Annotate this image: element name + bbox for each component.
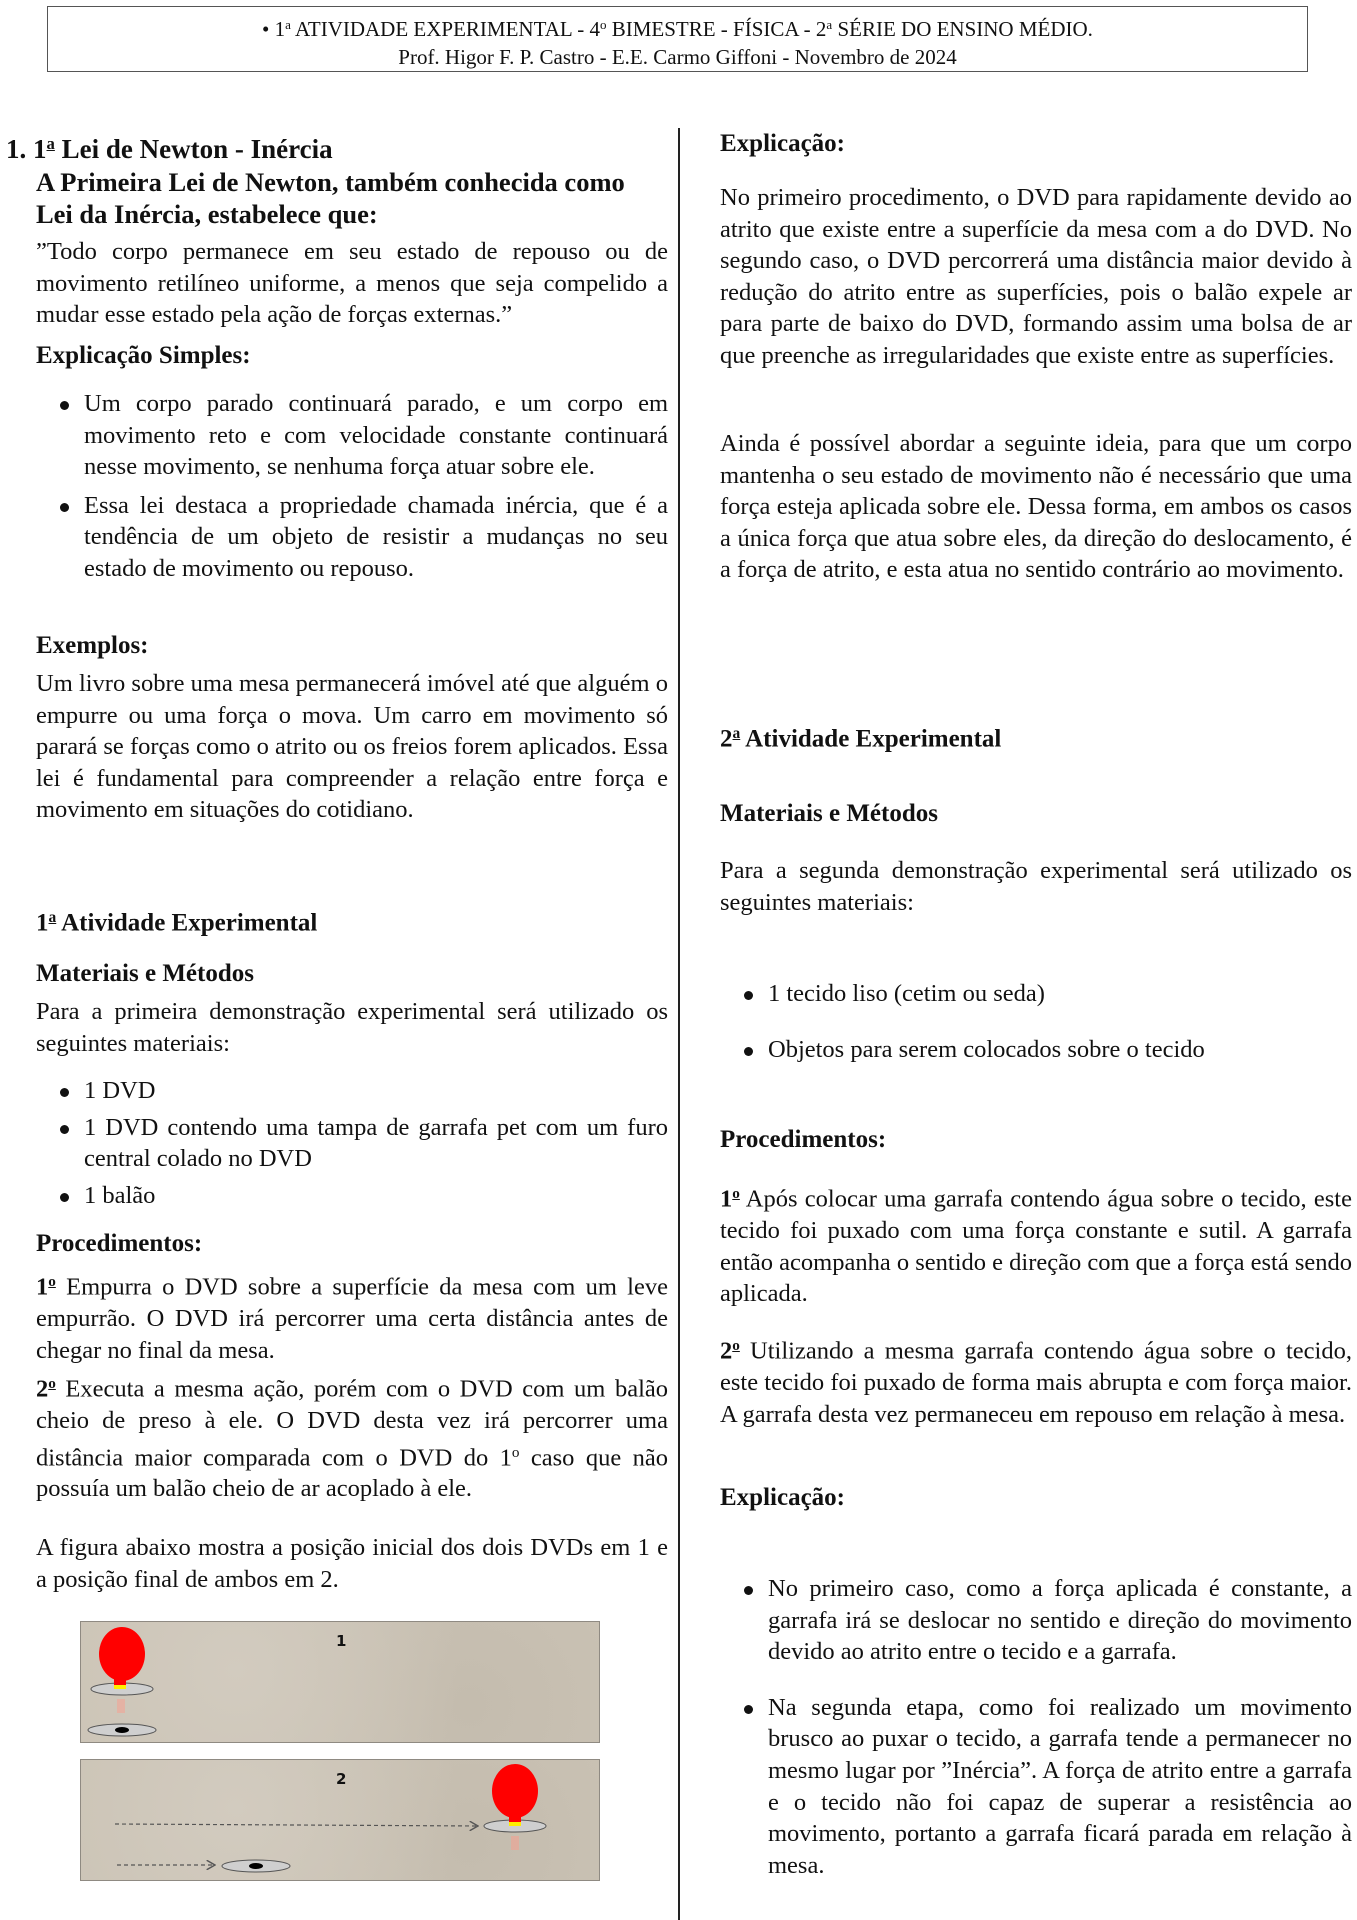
materials-heading: Materiais e Métodos bbox=[720, 800, 938, 827]
explanation1-paragraph-2: Ainda é possível abordar a seguinte ideia, para que um corpo mantenha o seu estado de movimento não é necessário que uma força esteja aplicada sobre ele. Dessa forma, em ambos os casos a única força que atua sobre eles, da direção do deslocamento, é a força de atrito, e esta atua no sentido contrário ao movimento. bbox=[720, 430, 1352, 584]
column-divider bbox=[678, 128, 680, 1920]
list-item: Essa lei destaca a propriedade chamada inércia, que é a tendência de um objeto de resistir a mudanças no seu estado de movimento ou repouso. bbox=[36, 490, 668, 585]
list-item: Um corpo parado continuará parado, e um corpo em movimento reto e com velocidade constante continuará nesse movimento, se nenhuma força atuar sobre ele. bbox=[36, 388, 668, 483]
procedure-2: 2$^o$ Executa a mesma ação, porém com o DVD com um balão cheio de preso à ele. O DVD desta vez irá percorrer uma distância maior comparada com o DVD do 1$^o$ caso que não possuía um balão cheio de ar acoplado à ele. bbox=[36, 1375, 668, 1503]
materials-heading: Materiais e Métodos bbox=[36, 960, 254, 987]
figure-caption: A figura abaixo mostra a posição inicial dos dois DVDs em 1 e a posição final de ambos em 2. bbox=[36, 1534, 668, 1593]
panel-final-drawing bbox=[81, 1760, 601, 1882]
procedure-1: 1$^o$ Empurra o DVD sobre a superfície da mesa com um leve empurrão. O DVD irá percorrer uma certa distância antes de chegar no final da mesa. bbox=[36, 1273, 668, 1364]
explanation1-heading: Explicação: bbox=[720, 130, 845, 157]
section-title: 1. 1$^a$ Lei de Newton - Inércia bbox=[6, 134, 333, 165]
header-title: • 1$^a$ ATIVIDADE EXPERIMENTAL - 4$^o$ BIMESTRE - FÍSICA - 2$^a$ SÉRIE DO ENSINO MÉDIO. bbox=[262, 17, 1093, 42]
examples-text: Um livro sobre uma mesa permanecerá imóvel até que alguém o empurre ou uma força o mova. Um carro em movimento só parará se forças como o atrito ou os freios forem aplicados. Essa lei é fundamental para compreender a relação entre força e movimento em situações do cotidiano. bbox=[36, 670, 668, 824]
explanation1-paragraph-1: No primeiro procedimento, o DVD para rapidamente devido ao atrito que existe entre a superfície da mesa com a do DVD. No segundo caso, o DVD percorrerá uma distância maior devido à redução do atrito entre as superfícies, pois o balão expele ar para parte de baixo do DVD, formando assim uma bolsa de ar que preenche as irregularidades que existe entre as superfícies. bbox=[720, 184, 1352, 369]
plain-dvd-icon bbox=[222, 1860, 290, 1872]
arrow-long-icon bbox=[115, 1824, 478, 1826]
law-quote: ”Todo corpo permanece em seu estado de repouso ou de movimento retilíneo uniforme, a menos que seja compelido a mudar esse estado pela ação de forças externas.” bbox=[36, 238, 668, 329]
dvd-experiment-figure bbox=[80, 1621, 600, 1897]
intro-heading: A Primeira Lei de Newton, também conhecida como Lei da Inércia, estabelece que: bbox=[36, 167, 625, 229]
hovercraft-dvd-icon bbox=[484, 1764, 546, 1850]
panel-label: 2 bbox=[336, 1770, 347, 1788]
simple-explanation-heading: Explicação Simples: bbox=[36, 342, 251, 369]
materials-intro: Para a primeira demonstração experimental será utilizado os seguintes materiais: bbox=[36, 998, 668, 1057]
list-item: 1 tecido liso (cetim ou seda) bbox=[720, 978, 1352, 1010]
materials-list bbox=[36, 1075, 668, 1211]
materials-intro: Para a segunda demonstração experimental será utilizado os seguintes materiais: bbox=[720, 857, 1352, 916]
materials-list bbox=[720, 978, 1352, 1065]
list-item: 1 balão bbox=[36, 1180, 668, 1212]
header-subtitle: Prof. Higor F. P. Castro - E.E. Carmo Giffoni - Novembro de 2024 bbox=[398, 45, 957, 70]
procedure-1: 1$^o$ Após colocar uma garrafa contendo água sobre o tecido, este tecido foi puxado com uma força constante e sutil. A garrafa então acompanha o sentido e direção com que a força está sendo aplicada. bbox=[720, 1185, 1352, 1308]
explanation2-list bbox=[720, 1573, 1352, 1881]
panel-initial-drawing bbox=[81, 1622, 601, 1744]
activity1-heading: 1$^a$ Atividade Experimental bbox=[36, 909, 318, 937]
list-item: No primeiro caso, como a força aplicada é constante, a garrafa irá se deslocar no sentido e direção do movimento devido ao atrito entre o tecido e a garrafa. bbox=[720, 1573, 1352, 1668]
explanation2-heading: Explicação: bbox=[720, 1484, 845, 1511]
procedures-heading: Procedimentos: bbox=[36, 1230, 203, 1257]
list-item: Na segunda etapa, como foi realizado um movimento brusco ao puxar o tecido, a garrafa tende a permanecer no mesmo lugar por ”Inércia”. A força de atrito entre a garrafa e o tecido não foi capaz de superar a resistência ao movimento, portanto a garrafa ficará parada em relação à mesa. bbox=[720, 1692, 1352, 1882]
list-item: Objetos para serem colocados sobre o tecido bbox=[720, 1034, 1352, 1066]
procedure-2: 2$^o$ Utilizando a mesma garrafa contendo água sobre o tecido, este tecido foi puxado de forma mais abrupta e com força maior. A garrafa desta vez permaneceu em repouso em relação à mesa. bbox=[720, 1337, 1352, 1428]
plain-dvd-icon bbox=[88, 1724, 156, 1736]
figure-panel-final bbox=[80, 1759, 600, 1881]
list-item: 1 DVD bbox=[36, 1075, 668, 1107]
list-item: 1 DVD contendo uma tampa de garrafa pet com um furo central colado no DVD bbox=[36, 1112, 668, 1175]
figure-panel-initial bbox=[80, 1621, 600, 1743]
activity2-heading: 2$^a$ Atividade Experimental bbox=[720, 725, 1002, 753]
hovercraft-dvd-icon bbox=[91, 1627, 153, 1713]
document-header bbox=[47, 6, 1308, 72]
simple-explanation-list bbox=[36, 388, 668, 585]
procedures-heading: Procedimentos: bbox=[720, 1126, 887, 1153]
examples-heading: Exemplos: bbox=[36, 632, 149, 659]
panel-label: 1 bbox=[336, 1632, 347, 1650]
